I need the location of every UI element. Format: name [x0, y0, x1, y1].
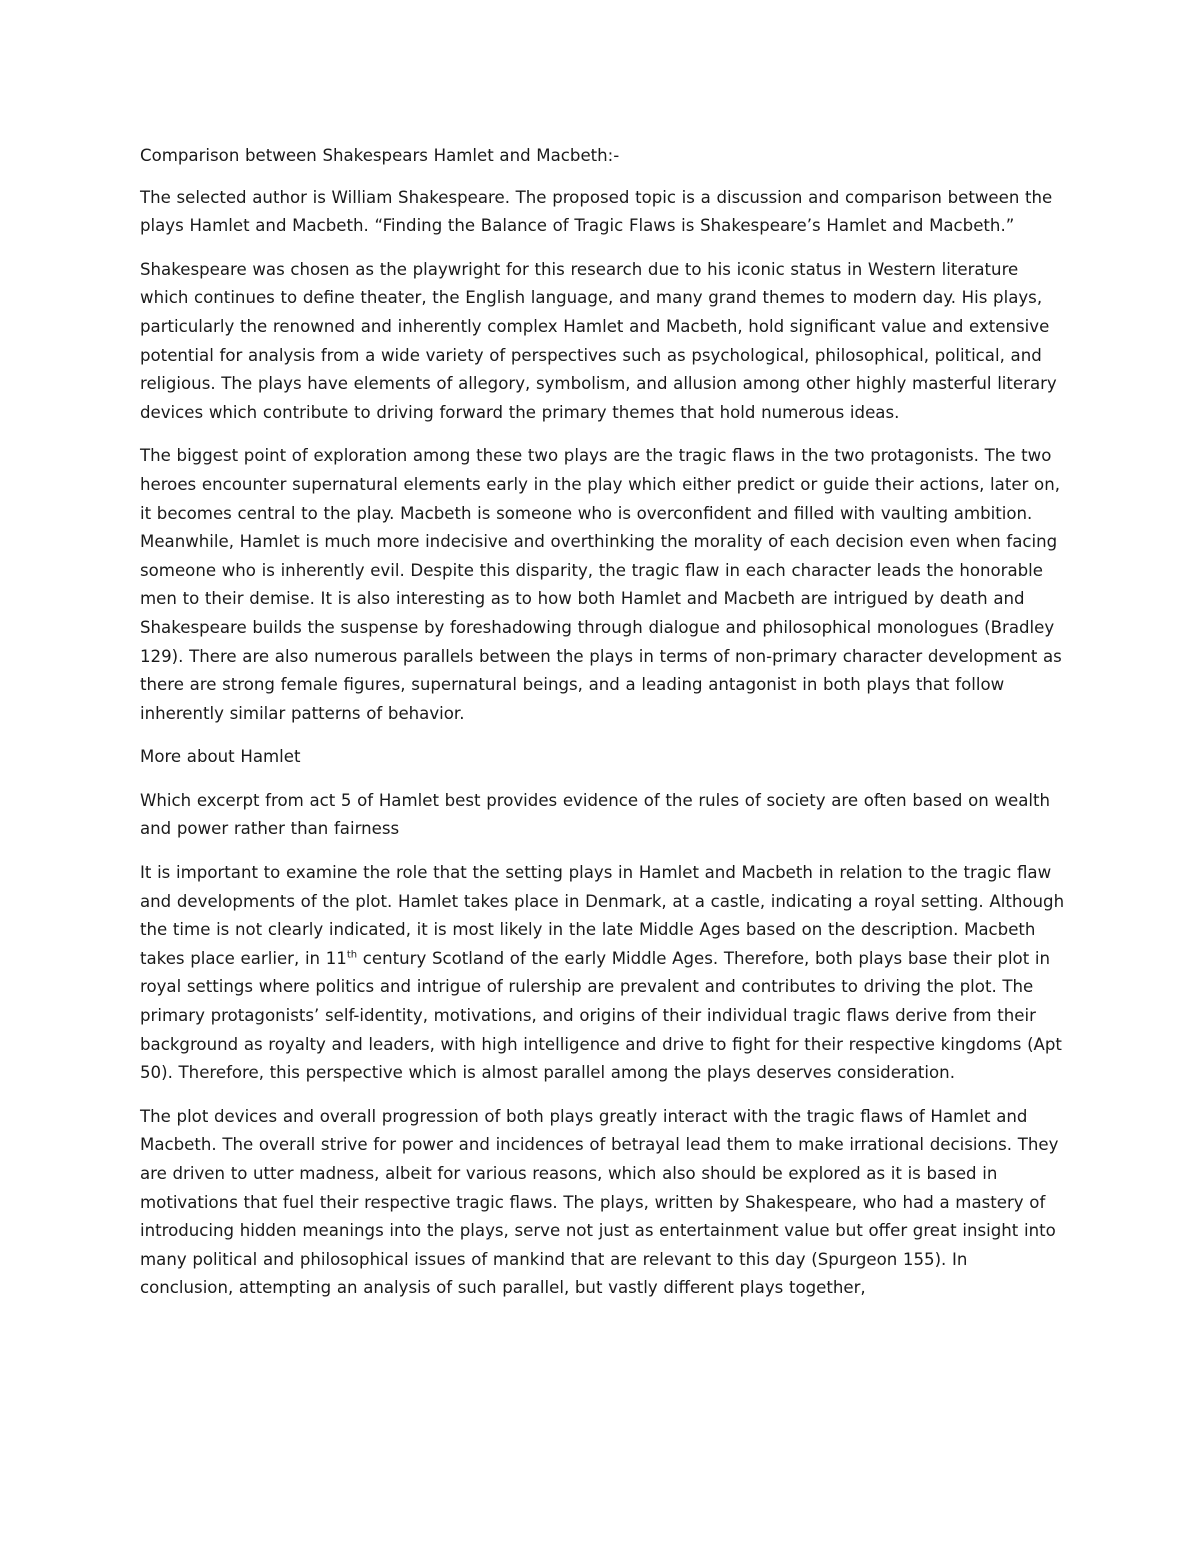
paragraph-setting-part-1: It is important to examine the role that the setting plays in Hamlet and Macbeth in relation to the tragic flaw and developments of the plot. Hamlet takes place in Denmark, at a castle, indicating a royal setting. Although the time is not clearly indicated, it is most likely in the late Middle Ages based on the description. Macbeth takes place earlier, in 11: [140, 863, 1065, 968]
paragraph-setting-part-2: century Scotland of the early Middle Ages. Therefore, both plays base their plot in royal settings where politics and intrigue of rulership are prevalent and contributes to driving the plot. The primary protagonists’ self-identity, motivations, and origins of their individual tragic flaws derive from their background as royalty and leaders, with high intelligence and drive to fight for their respective kingdoms (Apt 50). Therefore, this perspective which is almost parallel among the plays deserves consideration.: [140, 948, 1062, 1083]
paragraph-author-choice: Shakespeare was chosen as the playwright for this research due to his iconic status in Western literature which continues to define theater, the English language, and many grand themes to modern day. His plays, particularly the renowned and inherently complex Hamlet and Macbeth, hold significant value and extensive potential for analysis from a wide variety of perspectives such as psychological, philosophical, political, and religious. The plays have elements of allegory, symbolism, and allusion among other highly masterful literary devices which contribute to driving forward the primary themes that hold numerous ideas.: [140, 259, 1057, 422]
paragraph-setting: [140, 859, 1065, 1088]
paragraph-excerpt-question: Which excerpt from act 5 of Hamlet best provides evidence of the rules of society are often based on wealth and power rather than fairness: [140, 790, 1051, 839]
document-title: Comparison between Shakespears Hamlet and Macbeth:-: [140, 146, 620, 165]
paragraph-plot-devices: The plot devices and overall progression of both plays greatly interact with the tragic flaws of Hamlet and Macbeth. The overall strive for power and incidences of betrayal lead them to make irrational decisions. They are driven to utter madness, albeit for various reasons, which also should be explored as it is based in motivations that fuel their respective tragic flaws. The plays, written by Shakespeare, who had a mastery of introducing hidden meanings into the plays, serve not just as entertainment value but offer great insight into many political and philosophical issues of mankind that are relevant to this day (Spurgeon 155). In conclusion, attempting an analysis of such parallel, but vastly different plays together,: [140, 1106, 1059, 1298]
document-body: [140, 142, 1065, 1318]
subheading-more-about-hamlet: More about Hamlet: [140, 747, 301, 767]
paragraph-tragic-flaws: The biggest point of exploration among these two plays are the tragic flaws in the two protagonists. The two heroes encounter supernatural elements early in the play which either predict or guide their actions, later on, it becomes central to the play. Macbeth is someone who is overconfident and filled with vaulting ambition. Meanwhile, Hamlet is much more indecisive and overthinking the morality of each decision even when facing someone who is inherently evil. Despite this disparity, the tragic flaw in each character leads the honorable men to their demise. It is also interesting as to how both Hamlet and Macbeth are intrigued by death and Shakespeare builds the suspense by foreshadowing through dialogue and philosophical monologues (Bradley 129). There are also numerous parallels between the plays in terms of non-primary character development as there are strong female figures, supernatural beings, and a leading antagonist in both plays that follow inherently similar patterns of behavior.: [140, 446, 1062, 723]
paragraph-topic: The selected author is William Shakespeare. The proposed topic is a discussion and comparison between the plays Hamlet and Macbeth. “Finding the Balance of Tragic Flaws is Shakespeare’s Hamlet and Macbeth.”: [140, 187, 1053, 236]
superscript-th: th: [346, 949, 358, 961]
